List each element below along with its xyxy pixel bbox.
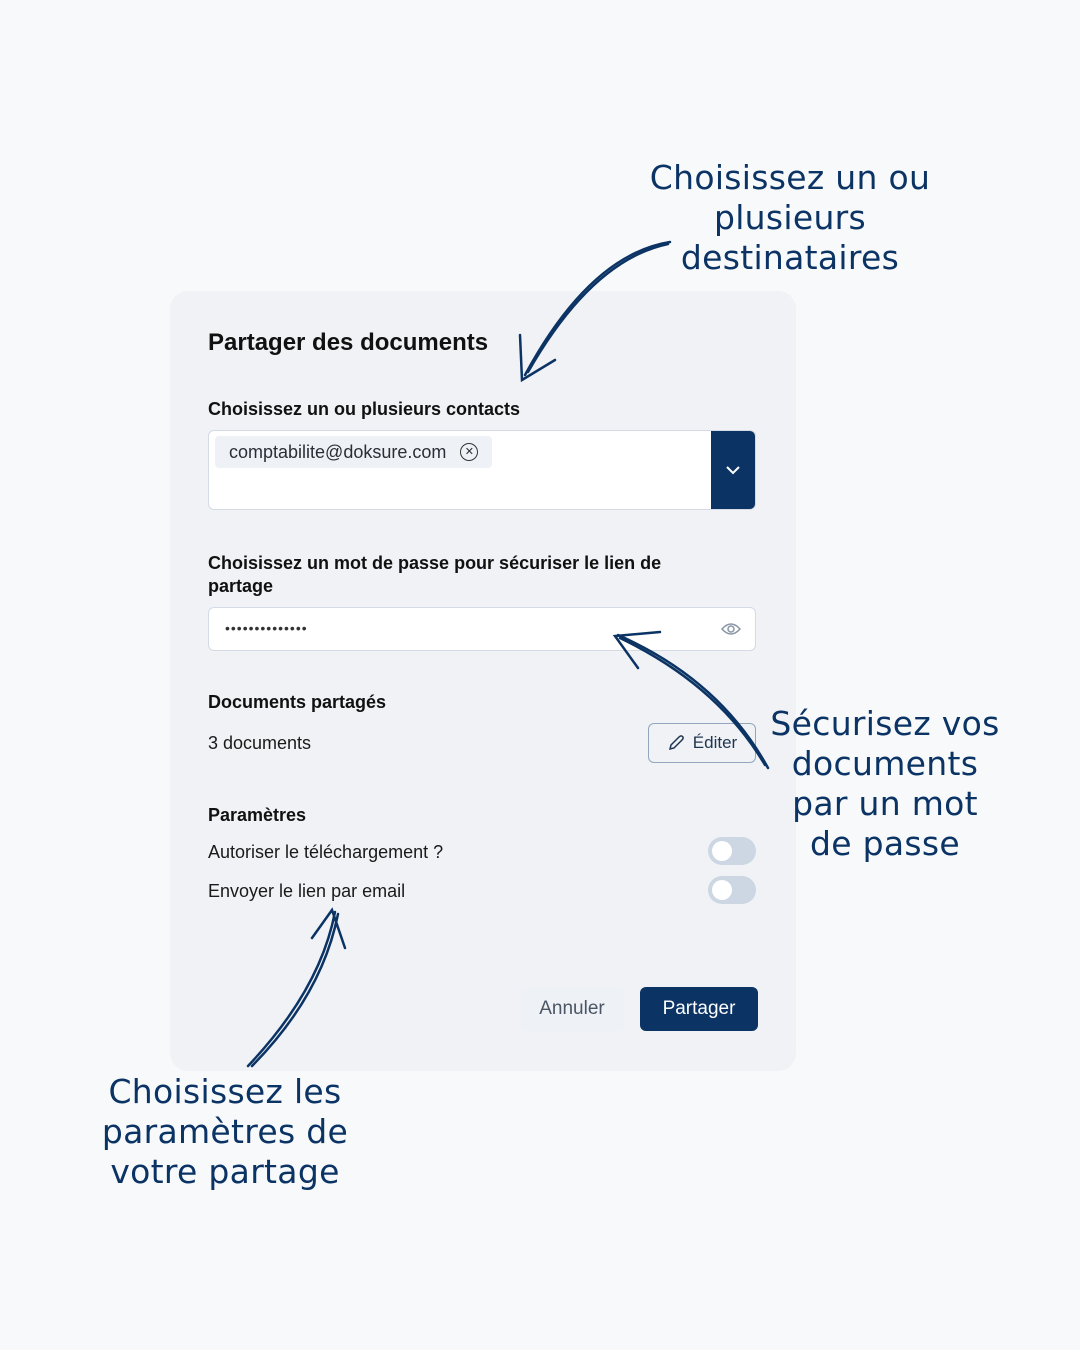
annotation-line: Sécurisez vos: [770, 704, 1000, 743]
documents-count: 3 documents: [208, 733, 312, 753]
share-button[interactable]: Partager: [640, 987, 758, 1031]
annotation-line: par un mot: [792, 784, 978, 823]
annotation-line: plusieurs: [713, 198, 867, 237]
annotation-line: documents: [791, 744, 979, 783]
annotation-line: votre partage: [110, 1152, 340, 1191]
dialog-title: Partager des documents: [208, 329, 489, 356]
edit-label: Éditer: [692, 733, 738, 752]
annotation-line: Choisissez les: [108, 1072, 342, 1111]
setting-download-label: Autoriser le téléchargement ?: [208, 842, 444, 862]
cancel-button[interactable]: Annuler: [520, 987, 624, 1031]
documents-label: Documents partagés: [208, 692, 387, 712]
annotation-line: de passe: [810, 824, 960, 863]
setting-email-label: Envoyer le lien par email: [208, 881, 406, 901]
annotation-line: destinataires: [680, 238, 900, 277]
settings-label: Paramètres: [208, 805, 307, 825]
contact-email: comptabilite@doksure.com: [229, 441, 447, 462]
password-value: ••••••••••••••: [225, 620, 308, 636]
contacts-label: Choisissez un ou plusieurs contacts: [208, 399, 521, 419]
annotation-line: paramètres de: [101, 1112, 349, 1151]
remove-contact-icon[interactable]: ✕: [460, 443, 478, 461]
password-label: Choisissez un mot de passe pour sécuriser le lien de partage: [208, 553, 662, 596]
annotation-line: Choisissez un ou: [649, 158, 931, 197]
